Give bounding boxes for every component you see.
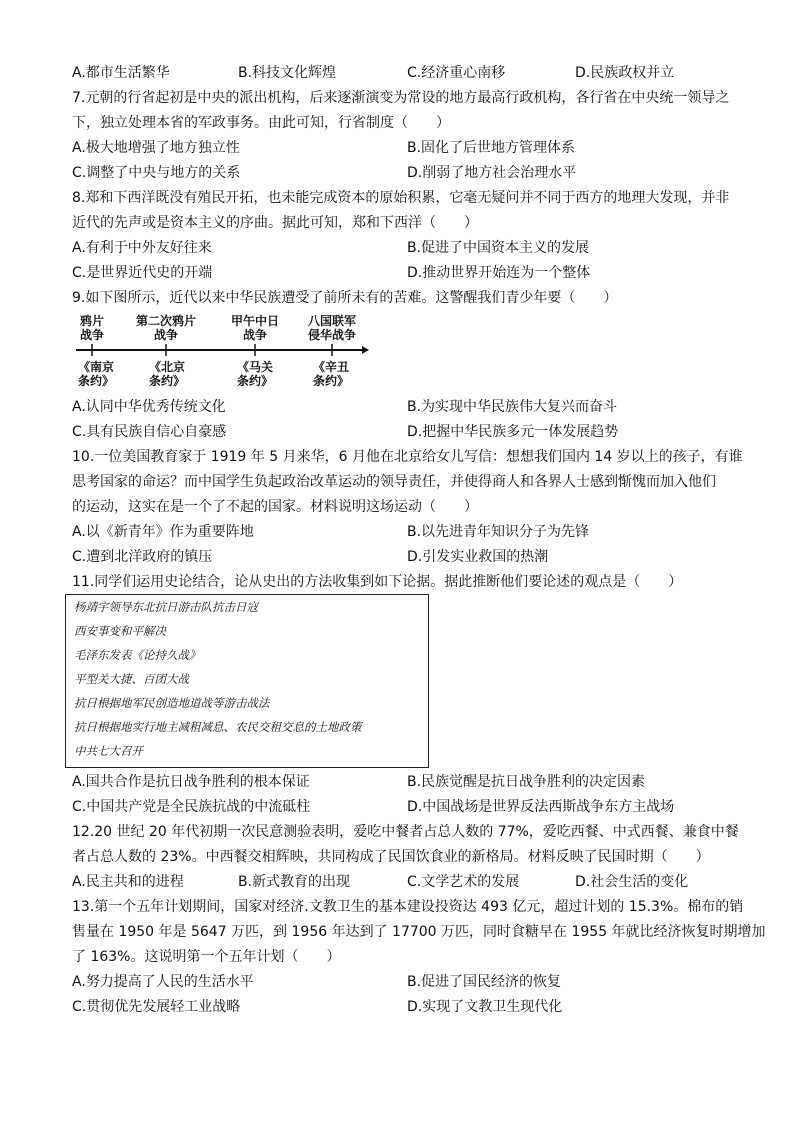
q11-options-row1 <box>72 770 722 794</box>
q9-option-b: B.为实现中华民族伟大复兴而奋斗 <box>407 399 618 415</box>
timeline-treaty-3 <box>230 360 280 388</box>
timeline-arrow-icon <box>362 346 369 354</box>
evidence-item-6: 抗日根据地实行地主减租减息、农民交租交息的土地政策 <box>74 720 362 734</box>
q9-option-c: C.具有民族自信心自豪感 <box>72 424 227 440</box>
treaty-3-line1: 《马关 <box>236 360 273 374</box>
q9-option-a: A.认同中华优秀传统文化 <box>72 399 226 415</box>
timeline-war-4 <box>296 314 368 342</box>
war-3-line2: 战争 <box>242 328 267 342</box>
q12-option-d: D.社会生活的变化 <box>575 874 689 890</box>
q12-option-a: A.民主共和的进程 <box>72 874 184 890</box>
treaty-2-line2: 条约》 <box>148 374 185 388</box>
evidence-item-2: 西安事变和平解决 <box>74 624 166 638</box>
war-2-line2: 战争 <box>153 328 178 342</box>
war-3-line1: 甲午中日 <box>230 314 279 328</box>
q9-option-d: D.把握中华民族多元一体发展趋势 <box>407 424 619 440</box>
treaty-4-line1: 《辛丑 <box>312 360 349 374</box>
treaty-1-line2: 条约》 <box>77 374 114 388</box>
q7-options-row1 <box>72 136 722 160</box>
timeline-treaty-4 <box>306 360 356 388</box>
q13-option-a: A.努力提高了人民的生活水平 <box>72 974 254 990</box>
q12-stem-line2: 者占总人数的 23%。中西餐交相辉映，共同构成了民国饮食业的新格局。材料反映了民国时期（ ） <box>72 849 710 865</box>
war-2-line1: 第二次鸦片 <box>135 314 196 328</box>
q9-timeline-diagram <box>74 312 370 394</box>
q8-option-c: C.是世界近代史的开端 <box>72 265 213 281</box>
evidence-item-7: 中共七大召开 <box>74 744 143 758</box>
evidence-item-1: 杨靖宇领导东北抗日游击队抗击日寇 <box>74 600 258 614</box>
q11-stem: 11.同学们运用史论结合，论从史出的方法收集到如下论据。据此推断他们要论述的观点是（ ） <box>72 574 683 590</box>
q8-options-row2 <box>72 261 722 285</box>
q10-stem-line2: 思考国家的命运？而中国学生负起政治改革运动的领导责任，并使得商人和各界人士感到惭愧而加入他们 <box>72 474 716 490</box>
q13-options-row2 <box>72 995 722 1019</box>
q6-option-a: A.都市生活繁华 <box>72 65 170 81</box>
q9-options-row1 <box>72 395 722 419</box>
q11-option-d: D.中国战场是世界反法西斯战争东方主战场 <box>407 799 675 815</box>
q10-stem-line1: 10.一位美国教育家于 1919 年 5 月来华，6 月他在北京给女儿写信：想想我们国内 14 岁以上的孩子，有谁 <box>72 449 743 465</box>
evidence-item-5: 抗日根据地军民创造地道战等游击战法 <box>74 696 270 710</box>
q11-option-c: C.中国共产党是全民族抗战的中流砥柱 <box>72 799 311 815</box>
treaty-1-line1: 《南京 <box>77 360 114 374</box>
war-1-line2: 战争 <box>79 328 104 342</box>
q7-stem-line2: 下，独立处理本省的军政事务。由此可知，行省制度（ ） <box>72 115 450 131</box>
q11-options-row2 <box>72 795 722 819</box>
q8-option-a: A.有利于中外友好往来 <box>72 240 212 256</box>
q10-option-b: B.以先进青年知识分子为先锋 <box>407 524 590 540</box>
q7-option-d: D.削弱了地方社会治理水平 <box>407 165 577 181</box>
q6-options <box>72 61 722 85</box>
war-4-line1: 八国联军 <box>307 314 356 328</box>
q10-options-row2 <box>72 545 722 569</box>
q13-options-row1 <box>72 970 722 994</box>
q7-stem-line1: 7.元朝的行省起初是中央的派出机构，后来逐渐演变为常设的地方最高行政机构，各行省在中央统一领导之 <box>72 90 730 106</box>
q13-option-b: B.促进了国民经济的恢复 <box>407 974 562 990</box>
q6-option-c: C.经济重心南移 <box>407 65 506 81</box>
q13-stem-line3: 了 163%。这说明第一个五年计划（ ） <box>72 949 341 965</box>
timeline-war-1 <box>74 314 110 342</box>
timeline-treaty-1 <box>74 360 118 388</box>
q12-option-c: C.文学艺术的发展 <box>407 874 520 890</box>
q13-option-d: D.实现了文教卫生现代化 <box>407 999 563 1015</box>
evidence-item-3: 毛泽东发表《论持久战》 <box>74 648 201 662</box>
timeline-war-3 <box>222 314 288 342</box>
treaty-4-line2: 条约》 <box>312 374 349 388</box>
q8-stem-line2: 近代的先声或是资本主义的序曲。据此可知，郑和下西洋（ ） <box>72 215 478 231</box>
timeline-treaty-2 <box>142 360 192 388</box>
timeline-war-2 <box>126 314 206 342</box>
q13-stem-line1: 13.第一个五年计划期间，国家对经济.文教卫生的基本建设投资达 493 亿元，超过计划的 15.3%。棉布的销 <box>72 899 744 915</box>
q9-options-row2 <box>72 420 722 444</box>
q11-evidence-box <box>65 594 429 768</box>
war-1-line1: 鸦片 <box>79 314 104 328</box>
q8-options-row1 <box>72 236 722 260</box>
q13-option-c: C.贯彻优先发展轻工业战略 <box>72 999 241 1015</box>
q9-stem: 9.如下图所示，近代以来中华民族遭受了前所未有的苦难。这警醒我们青少年要（ ） <box>72 290 618 306</box>
q12-option-b: B.新式教育的出现 <box>238 874 351 890</box>
q11-option-a: A.国共合作是抗日战争胜利的根本保证 <box>72 774 310 790</box>
q7-option-b: B.固化了后世地方管理体系 <box>407 140 576 156</box>
q8-option-d: D.推动世界开始连为一个整体 <box>407 265 591 281</box>
q10-option-a: A.以《新青年》作为重要阵地 <box>72 524 254 540</box>
q11-option-b: B.民族觉醒是抗日战争胜利的决定因素 <box>407 774 646 790</box>
q6-option-b: B.科技文化辉煌 <box>238 65 337 81</box>
q10-options-row1 <box>72 520 722 544</box>
q12-options <box>72 870 722 894</box>
q10-option-d: D.引发实业救国的热潮 <box>407 549 549 565</box>
q12-stem-line1: 12.20 世纪 20 年代初期一次民意测验表明，爱吃中餐者占总人数的 77%，爱吃西餐、中式西餐、兼食中餐 <box>72 824 739 840</box>
q13-stem-line2: 售量在 1950 年是 5647 万匹，到 1956 年达到了 17700 万匹，同时食糖早在 1955 年就比经济恢复时期增加 <box>72 924 766 940</box>
treaty-2-line1: 《北京 <box>148 360 185 374</box>
war-4-line2: 侵华战争 <box>307 328 356 342</box>
evidence-item-4: 平型关大捷、百团大战 <box>74 672 189 686</box>
q7-option-c: C.调整了中央与地方的关系 <box>72 165 241 181</box>
q6-option-d: D.民族政权并立 <box>575 65 675 81</box>
treaty-3-line2: 条约》 <box>236 374 273 388</box>
q10-option-c: C.遭到北洋政府的镇压 <box>72 549 213 565</box>
q10-stem-line3: 的运动，这实在是一个了不起的国家。材料说明这场运动（ ） <box>72 499 478 515</box>
q8-stem-line1: 8.郑和下西洋既没有殖民开拓，也未能完成资本的原始积累，它毫无疑问并不同于西方的地理大发现，并非 <box>72 190 730 206</box>
q8-option-b: B.促进了中国资本主义的发展 <box>407 240 590 256</box>
q7-option-a: A.极大地增强了地方独立性 <box>72 140 240 156</box>
q7-options-row2 <box>72 161 722 185</box>
